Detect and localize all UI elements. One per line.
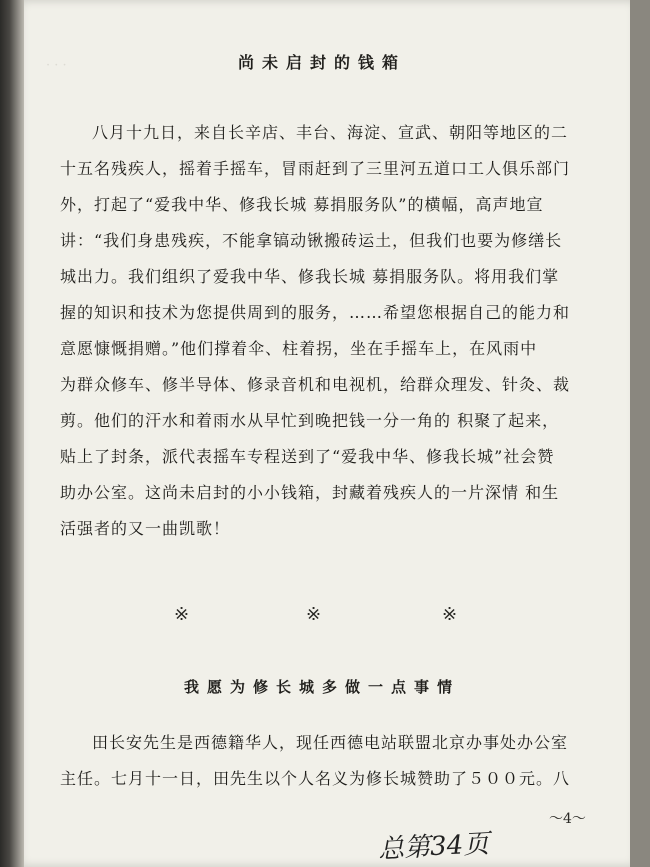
paragraph-line: 为群众修车、修半导体、修录音机和电视机，给群众理发、针灸、裁 — [60, 375, 571, 394]
paragraph-line: 贴上了封条，派代表摇车专程送到了“爱我中华、修我长城”社会赞 — [60, 447, 555, 466]
paragraph-line: 田长安先生是西德籍华人，现任西德电站联盟北京办事处办公室 — [92, 733, 569, 752]
paragraph-line: 活强者的又一曲凯歌！ — [60, 519, 231, 538]
paragraph-line: 八月十九日，来自长辛店、丰台、海淀、宣武、朝阳等地区的二 — [92, 123, 569, 142]
binding-edge — [0, 0, 24, 867]
document-page — [14, 0, 630, 867]
paragraph-line: 助办公室。这尚未启封的小小钱箱，封藏着残疾人的一片深情 和生 — [60, 483, 560, 502]
paragraph-line: 讲：“我们身患残疾，不能拿镐动锹搬砖运土，但我们也要为修缮长 — [60, 231, 563, 250]
ornament-icon: ※ — [442, 604, 458, 625]
handwritten-page-note: 总第34页 — [377, 829, 490, 865]
paragraph-line: 十五名残疾人，摇着手摇车，冒雨赶到了三里河五道口工人俱乐部门 — [60, 159, 571, 178]
paragraph-line: 意愿慷慨捐赠。”他们撑着伞、柱着拐，坐在手摇车上，在风雨中 — [60, 339, 538, 358]
ornament-icon: ※ — [306, 604, 322, 625]
ornament-icon: ※ — [174, 604, 190, 625]
paragraph-line: 外，打起了“爱我中华、修我长城 募捐服务队”的横幅，高声地宣 — [60, 195, 544, 214]
paragraph-line: 城出力。我们组织了爱我中华、修我长城 募捐服务队。将用我们掌 — [60, 267, 560, 286]
paragraph-line: 握的知识和技术为您提供周到的服务，……希望您根据自己的能力和 — [60, 303, 571, 322]
bleed-through-text: · · · — [46, 58, 67, 73]
paragraph-line: 主任。七月十一日，田先生以个人名义为修长城赞助了５００元。八 — [60, 769, 571, 788]
page-title: 尚未启封的钱箱 — [237, 53, 406, 72]
section-title: 我愿为修长城多做一点事情 — [183, 678, 460, 696]
paragraph-line: 剪。他们的汗水和着雨水从早忙到晚把钱一分一角的 积聚了起来， — [60, 411, 560, 430]
page-number: ～4～ — [549, 811, 586, 827]
